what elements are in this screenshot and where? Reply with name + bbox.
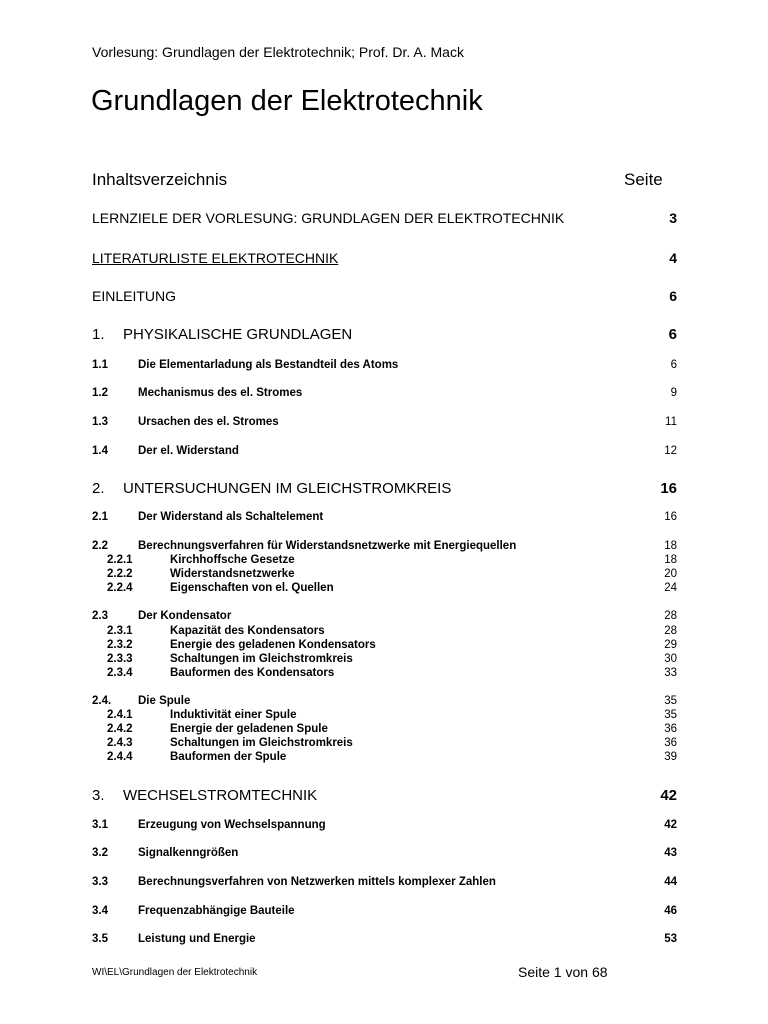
subsection-number: 2.3.2 <box>107 639 133 651</box>
section-label: Ursachen des el. Stromes <box>138 416 279 428</box>
section-number: 1.1 <box>92 359 108 371</box>
subsection-number: 2.4.2 <box>107 723 133 735</box>
chapter-number: 1. <box>92 326 105 343</box>
subsection-label: Bauformen des Kondensators <box>170 667 335 679</box>
section-label: Der Widerstand als Schaltelement <box>138 511 324 523</box>
section-page: 53 <box>664 933 677 945</box>
subsection-number: 2.3.4 <box>107 667 133 679</box>
section-label: Die Spule <box>138 695 191 707</box>
subsection-label: Induktivität einer Spule <box>170 709 297 721</box>
subsection-number: 2.4.1 <box>107 709 133 721</box>
section-label: Mechanismus des el. Stromes <box>138 387 303 399</box>
section-label: Die Elementarladung als Bestandteil des Atoms <box>138 359 399 371</box>
toc-entry-label: LERNZIELE DER VORLESUNG: GRUNDLAGEN DER ELEKTROTECHNIK <box>92 210 565 226</box>
section-number: 1.2 <box>92 387 108 399</box>
running-header: Vorlesung: Grundlagen der Elektrotechnik; Prof. Dr. A. Mack <box>92 44 464 60</box>
subsection-page: 39 <box>664 751 677 763</box>
toc-entry-label[interactable]: LITERATURLISTE ELEKTROTECHNIK <box>92 250 339 266</box>
section-number: 2.4. <box>92 695 112 707</box>
subsection-page: 28 <box>664 625 677 637</box>
section-page: 9 <box>670 387 677 399</box>
subsection-page: 36 <box>664 723 677 735</box>
section-number: 2.3 <box>92 610 108 622</box>
section-page: 43 <box>664 847 677 859</box>
chapter-number: 3. <box>92 787 105 804</box>
subsection-label: Energie des geladenen Kondensators <box>170 639 376 651</box>
subsection-label: Kapazität des Kondensators <box>170 625 325 637</box>
subsection-page: 30 <box>664 653 677 665</box>
chapter-label: PHYSIKALISCHE GRUNDLAGEN <box>123 326 353 343</box>
document-title: Grundlagen der Elektrotechnik <box>91 85 483 117</box>
subsection-label: Schaltungen im Gleichstromkreis <box>170 653 353 665</box>
section-label: Erzeugung von Wechselspannung <box>138 819 326 831</box>
subsection-number: 2.2.2 <box>107 568 133 580</box>
subsection-page: 29 <box>664 639 677 651</box>
subsection-label: Bauformen der Spule <box>170 751 287 763</box>
page-column-heading: Seite <box>624 170 663 189</box>
footer-path: WI\EL\Grundlagen der Elektrotechnik <box>92 967 258 978</box>
toc-entry-page: 6 <box>669 288 677 304</box>
section-page: 6 <box>670 359 677 371</box>
section-page: 11 <box>665 416 677 428</box>
subsection-page: 35 <box>664 709 677 721</box>
subsection-number: 2.2.4 <box>107 582 133 594</box>
chapter-page: 6 <box>668 326 677 343</box>
subsection-label: Kirchhoffsche Gesetze <box>170 554 295 566</box>
toc-heading: Inhaltsverzeichnis <box>92 170 228 189</box>
chapter-page: 42 <box>660 787 677 804</box>
section-page: 18 <box>664 540 677 552</box>
section-label: Der Kondensator <box>138 610 232 622</box>
section-number: 2.2 <box>92 540 108 552</box>
toc-entry-page: 3 <box>669 210 677 226</box>
chapter-label: UNTERSUCHUNGEN IM GLEICHSTROMKREIS <box>123 480 452 497</box>
section-page: 28 <box>664 610 677 622</box>
subsection-number: 2.3.3 <box>107 653 133 665</box>
subsection-page: 33 <box>664 667 677 679</box>
section-number: 3.2 <box>92 847 108 859</box>
subsection-number: 2.4.4 <box>107 751 133 763</box>
subsection-label: Schaltungen im Gleichstromkreis <box>170 737 353 749</box>
section-page: 35 <box>664 695 677 707</box>
subsection-number: 2.2.1 <box>107 554 133 566</box>
subsection-label: Eigenschaften von el. Quellen <box>170 582 334 594</box>
subsection-page: 36 <box>664 737 677 749</box>
toc-entry-label: EINLEITUNG <box>92 288 177 304</box>
chapter-number: 2. <box>92 480 105 497</box>
section-page: 42 <box>664 819 677 831</box>
section-number: 1.3 <box>92 416 108 428</box>
chapter-page: 16 <box>660 480 677 497</box>
chapter-label: WECHSELSTROMTECHNIK <box>123 787 318 804</box>
section-page: 46 <box>664 905 677 917</box>
toc-entry-page: 4 <box>669 250 677 266</box>
subsection-page: 20 <box>664 568 677 580</box>
section-number: 3.5 <box>92 933 108 945</box>
section-label: Signalkenngrößen <box>138 847 239 859</box>
footer-page-info: Seite 1 von 68 <box>518 964 608 980</box>
section-label: Der el. Widerstand <box>138 445 239 457</box>
section-label: Berechnungsverfahren für Widerstandsnetzwerke mit Energiequellen <box>138 540 517 552</box>
section-label: Leistung und Energie <box>138 933 256 945</box>
section-label: Berechnungsverfahren von Netzwerken mittels komplexer Zahlen <box>138 876 496 888</box>
section-page: 44 <box>664 876 677 888</box>
subsection-page: 24 <box>664 582 677 594</box>
section-page: 16 <box>664 511 677 523</box>
subsection-number: 2.4.3 <box>107 737 133 749</box>
subsection-label: Energie der geladenen Spule <box>170 723 328 735</box>
section-number: 1.4 <box>92 445 108 457</box>
section-number: 2.1 <box>92 511 108 523</box>
subsection-page: 18 <box>664 554 677 566</box>
section-number: 3.4 <box>92 905 108 917</box>
section-label: Frequenzabhängige Bauteile <box>138 905 295 917</box>
section-number: 3.1 <box>92 819 108 831</box>
section-number: 3.3 <box>92 876 108 888</box>
subsection-label: Widerstandsnetzwerke <box>170 568 295 580</box>
section-page: 12 <box>664 445 677 457</box>
subsection-number: 2.3.1 <box>107 625 133 637</box>
